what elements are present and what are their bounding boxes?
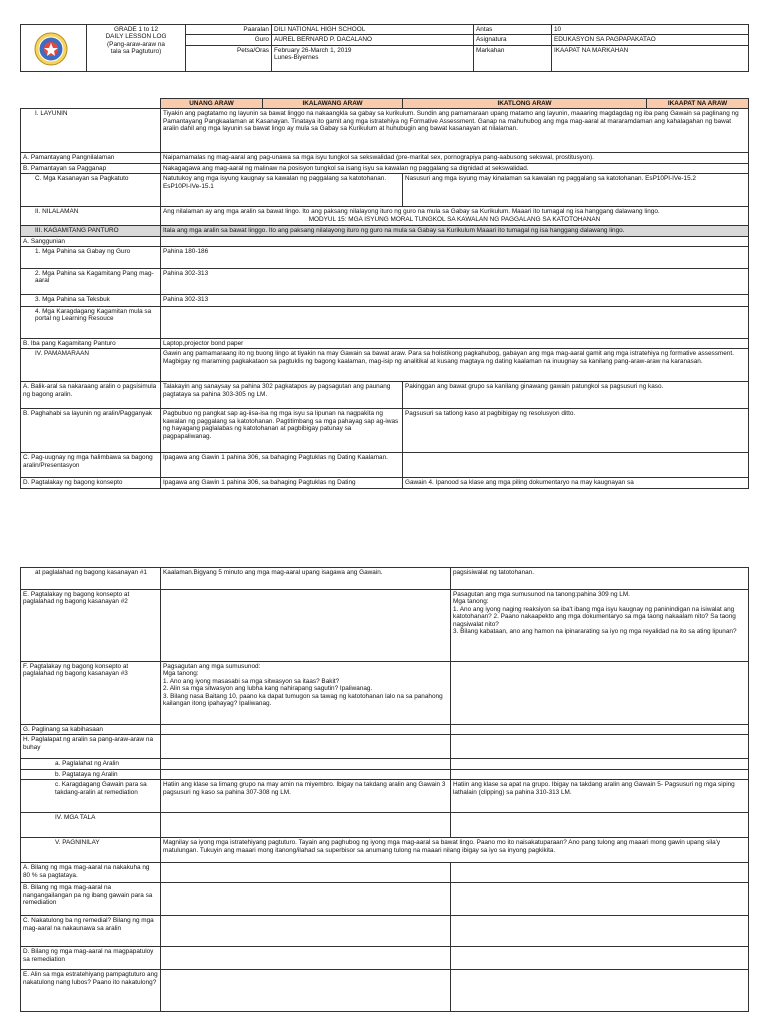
paglalapat-empty-2 bbox=[451, 735, 749, 759]
reflection-a-empty-1 bbox=[161, 863, 451, 883]
pagtalakay-d-text-1: Ipagawa ang Gawin 1 pahina 306, sa bahaging Pagtuklas ng Dating bbox=[161, 478, 403, 488]
reflection-e-empty-2 bbox=[451, 970, 749, 1012]
paaralan-label: Paaralan bbox=[186, 25, 272, 35]
header-table bbox=[20, 24, 749, 72]
antas-label: Antas bbox=[474, 25, 552, 35]
pagtalakay-d-cont-label: at paglalahad ng bagong kasanayan #1 bbox=[21, 568, 161, 590]
day-3-header: IKATLONG ARAW bbox=[403, 99, 647, 109]
mga-tala-label: IV. MGA TALA bbox=[21, 813, 161, 838]
markahan-value: IKAAPAT NA MARKAHAN bbox=[552, 45, 749, 71]
petsa-label: Petsa/Oras bbox=[186, 45, 272, 71]
antas-value: 10 bbox=[552, 25, 749, 35]
guro-value: AUREL BERNARD P. DACALANO bbox=[272, 35, 474, 45]
lesson-log-table-page2 bbox=[20, 567, 749, 1012]
paghahabi-text-1: Pagbubuo ng pangkat sap ag-iisa-isa ng mga isyu sa lipunan na nagpakita ng kawalan ng paggalang sa katotohanan. Pagtitimbang sa mga pahayag sap ag-iwas ng hayagang paglalabas ng katotohanan at pagbibigay patunay sa pagpapaliwanag. bbox=[161, 409, 403, 453]
reflection-a-label: A. Bilang ng mga mag-aaral na nakakuha ng 80 % sa pagtataya. bbox=[21, 863, 161, 883]
day-4-header bbox=[647, 99, 749, 109]
teksbuk-value: Pahina 302-313 bbox=[161, 295, 749, 307]
gabay-guro-value: Pahina 180-186 bbox=[161, 247, 749, 269]
pamantayan-pagganap-text: Nakagagawa ang mag-aaral ng malinaw na posisyon tungkol sa isang isyu sa kawalan ng paggalang sa dignidad at sekswalidad. bbox=[161, 163, 749, 173]
balik-aral-text-2: Pakinggan ang bawat grupo sa kanilang ginawang gawain patungkol sa pagsusuri ng kaso. bbox=[403, 382, 749, 409]
log-title: DAILY LESSON LOG bbox=[105, 33, 167, 41]
nilalaman-text: Ang nilalaman ay ang mga aralin sa bawat lingo. Ito ang paksang nilalayong ituro ng guro na mula sa Gabay sa Kurikulum. Maaari ito tumagal ng isa hanggang dalawang lingo. bbox=[163, 208, 660, 216]
reflection-a-empty-2 bbox=[451, 863, 749, 883]
gabay-guro-label: 1. Mga Pahina sa Gabay ng Guro bbox=[21, 247, 161, 269]
day-4-label: IKAAPAT NA ARAW bbox=[667, 100, 728, 107]
asignatura-label: Asignatura bbox=[474, 35, 552, 45]
pagtalakay-f-label: F. Pagtalakay ng bagong konsepto at paglalahad ng bagong kasanayan #3 bbox=[21, 662, 161, 725]
reflection-c-label: C. Nakatulong ba ng remedial? Bilang ng mga mag-aaral na nakaunawa sa aralin bbox=[21, 916, 161, 947]
pagtalakay-e-empty bbox=[161, 590, 451, 662]
reflection-c-empty-1 bbox=[161, 916, 451, 947]
pamantayan-pagganap-label: B. Pamantayan sa Pagganap bbox=[21, 163, 161, 173]
pagtalakay-f-text: Pagsagutan ang mga sumusunod: Mga tanong: 1. Ano ang iyong masasabi sa mga sitwasyon sa itaas? Bakit? 2. Alin sa mga sitwasyon ang lubha kang nahirapang sagutin? Ipaliwanag. 3. Bilang nasa Baitang 10, paano ka dapat tumugon sa tawag ng katotohanan lalo na sa panahong kailangan itong ipahayag? Ipaliwanag. bbox=[161, 662, 451, 725]
kagamitang-panturo-text: Itala ang mga aralin sa bawat linggo. Ito ang paksang nilalayong ituro ng guro na mula sa Gabay sa Kurikulum Maaari ito tumagal ng isa hanggang dalawang lingo. bbox=[161, 226, 749, 236]
day-2-header: IKALAWANG ARAW bbox=[263, 99, 403, 109]
petsa-days: Lunes-Biyernes bbox=[274, 54, 319, 62]
pamantayang-pangnilalaman-label: A. Pamantayang Pangnilalaman bbox=[21, 153, 161, 163]
kagamitang-mag-aaral-value: Pahina 302-313 bbox=[161, 269, 749, 295]
paaralan-value: DILI NATIONAL HIGH SCHOOL bbox=[272, 25, 474, 35]
paglalahat-empty-1 bbox=[161, 759, 451, 769]
pagtalakay-d-cont-text-2: pagsisiwalat ng tatotohanan. bbox=[451, 568, 749, 590]
pamantayang-pangnilalaman-text: Naipamamalas ng mag-aaral ang pag-unawa sa mga isyu tungkol sa sekswalidad (pre-marital sex, pornograpiya pang-aabusong sekswal, prostitusyon). bbox=[161, 153, 749, 163]
karagdagang-gawain-label: c. Karagdagang Gawain para sa takdang-aralin at remediation bbox=[21, 780, 161, 813]
pagninilay-text: Magnilay sa iyong mga istratehiyang pagtuturo. Tayain ang paghubog ng iyong mga mag-aaral sa bawat lingo. Paano mo ito naisakatuparaan? Ano pang tulong ang maaari mong gawin upang sila'y matulungan. Tukuyin ang maaari mong itanong/ilahad sa superbisor sa anumang tulong na maaari nilang ibigay sa iyo sa inyong pagkikita. bbox=[161, 838, 749, 863]
karagdagang-kagamitan-label: 4. Mga Karagdagang Kagamitan mula sa portal ng Learning Resouce bbox=[21, 307, 161, 339]
pagtalakay-d-cont-text-1: Kaalaman.Bigyang 5 minuto ang mga mag-aaral upang isagawa ang Gawain. bbox=[161, 568, 451, 590]
log-subtitle-2: tala sa Pagtuturo) bbox=[110, 48, 162, 56]
reflection-d-label: D. Bilang ng mga mag-aaral na magpapatuloy sa remediation bbox=[21, 947, 161, 970]
karagdagang-kagamitan-value bbox=[161, 307, 749, 339]
reflection-b-empty-2 bbox=[451, 883, 749, 916]
pagninilay-label: V. PAGNINILAY bbox=[21, 838, 161, 863]
pagtataya-empty-1 bbox=[161, 769, 451, 779]
pagtalakay-d-label: D. Pagtalakay ng bagong konsepto bbox=[21, 478, 161, 488]
markahan-label: Markahan bbox=[474, 45, 552, 71]
paglalapat-label: H. Paglalapat ng aralin sa pang-araw-araw na buhay bbox=[21, 735, 161, 759]
paglalahat-label: a. Paglalahat ng Aralin bbox=[21, 759, 161, 769]
iba-kagamitan-label: B. Iba pang Kagamitang Panturo bbox=[21, 339, 161, 349]
modyul-title: MODYUL 15: MGA ISYUNG MORAL TUNGKOL SA KAWALAN NG PAGGALANG SA KATOTOHANAN bbox=[308, 215, 601, 223]
paghahabi-text-2: Pagsusuri sa tatlong kaso at pagbibigay ng resolusyon ditto. bbox=[403, 409, 749, 453]
guro-label: Guro bbox=[186, 35, 272, 45]
reflection-c-empty-2 bbox=[451, 916, 749, 947]
balik-aral-label: A. Balik-aral sa nakaraang aralin o pagsisimula ng bagong aralin. bbox=[21, 382, 161, 409]
kasanayan-label: C. Mga Kasanayan sa Pagkatuto bbox=[21, 174, 161, 207]
paglinang-label: G. Paglinang sa kabihasaan bbox=[21, 725, 161, 735]
layunin-label: I. LAYUNIN bbox=[21, 109, 161, 153]
lesson-log-table-page1 bbox=[20, 98, 749, 489]
pag-uugnay-empty bbox=[403, 453, 749, 478]
asignatura-value: EDUKASYON SA PAGPAPAKATAO bbox=[552, 35, 749, 45]
mga-tala-empty-2 bbox=[451, 813, 749, 838]
pagtataya-label: b. Pagtataya ng Aralin bbox=[21, 769, 161, 779]
teksbuk-label: 3. Mga Pahina sa Teksbuk bbox=[21, 295, 161, 307]
paglinang-empty-1 bbox=[161, 725, 451, 735]
reflection-e-empty-1 bbox=[161, 970, 451, 1012]
nilalaman-label: II. NILALAMAN bbox=[21, 207, 161, 226]
reflection-e-label: E. Alin sa mga estratehiyang pampagtuturo ang nakatulong nang lubos? Paano ito nakatulong? bbox=[21, 970, 161, 1012]
kagamitang-panturo-label: III. KAGAMITANG PANTURO bbox=[21, 226, 161, 236]
kasanayan-text-2: Nasusuri ang mga isyung may kinalaman sa kawalan ng paggalang sa katotohanan. EsP10PI-IVe-15.2 bbox=[403, 174, 749, 207]
layunin-text: Tiyakin ang pagtatamo ng layunin sa bawat linggo na nakaangkla sa gabay sa kurikulum. Sundin ang pamamaraan upang matamo ang layunin, maaaring magdagdag ng iba pang Gawain sa paglinang ng Pamantayang Pangkaalaman at Kasanayan. Tinataya ito gamit ang mga istratehiya ng Formative Assessment. Ganap na mahuhubog ang mga mag-aaral at mararamdaman ang kahalagahan ng bawat aralin dahil ang mga layunin sa bawat lingo ay mula sa Gabay sa Kurikulum at huhubugin ang bawat kasanayan at nilalaman. bbox=[161, 109, 749, 153]
pag-uugnay-text: Ipagawa ang Gawin 1 pahina 306, sa bahaging Pagtuklas ng Dating Kaalaman. bbox=[161, 453, 403, 478]
iba-kagamitan-value: Laptop,projector bond paper bbox=[161, 339, 749, 349]
petsa-value bbox=[272, 45, 474, 71]
grade-range: GRADE 1 to 12 bbox=[113, 26, 159, 33]
pagtalakay-f-empty bbox=[451, 662, 749, 725]
log-title-cell bbox=[87, 25, 186, 72]
log-subtitle-1: (Pang-araw-araw na bbox=[107, 40, 165, 48]
pamamaraan-text: Gawin ang pamamaraang ito ng buong lingo at tiyakin na may Gawain sa bawat araw. Para sa holistikong pagkahubog, gabayan ang mga mag-aaral gamit ang mga istratehiya ng formative assessment. Magbigay ng maraming pagkakataon sa pagtuklis ng bagong kaalaman, mag-isip ng analitikal at kusang magtaya ng dating kaalaman na inuugnay sa kanilang pang-araw-araw na karanasan. bbox=[161, 349, 749, 382]
karagdagang-gawain-text-1: Hatiin ang klase sa limang grupo na may amin na miyembro. Ibigay na takdang aralin ang Gawain 3 pagsusuri ng kaso sa pahina 307-308 ng LM. bbox=[161, 780, 451, 813]
day-1-header: UNANG ARAW bbox=[161, 99, 263, 109]
reflection-d-empty-1 bbox=[161, 947, 451, 970]
logo-cell bbox=[21, 25, 87, 72]
sanggunian-empty bbox=[161, 236, 749, 246]
karagdagang-gawain-text-2: Hatiin ang klase sa apat na grupo. Ibigay na takdang aralin ang Gawain 5- Pagsusuri ng mga siping lathalain (clipping) sa pahina 310-313 LM. bbox=[451, 780, 749, 813]
kasanayan-text-1: Natutukoy ang mga isyung kaugnay sa kawalan ng paggalang sa katotohanan. EsP10PI-IVe-15.1 bbox=[161, 174, 403, 207]
pag-uugnay-label: C. Pag-uugnay ng mga halimbawa sa bagong aralin/Presentasyon bbox=[21, 453, 161, 478]
nilalaman-cell bbox=[161, 207, 749, 226]
mga-tala-empty-1 bbox=[161, 813, 451, 838]
days-corner bbox=[21, 99, 161, 109]
reflection-b-label: B. Bilang ng mga mag-aaral na nangangailangan pa ng ibang gawain para sa remediation bbox=[21, 883, 161, 916]
pagtalakay-e-label: E. Pagtalakay ng bagong konsepto at paglalahad ng bagong kasanayan #2 bbox=[21, 590, 161, 662]
sanggunian-label: A. Sanggunian bbox=[21, 236, 161, 246]
kagamitang-mag-aaral-label: 2. Mga Pahina sa Kagamitang Pang mag-aaral bbox=[21, 269, 161, 295]
pagtalakay-d-text-2: Gawain 4. Ipanood sa klase ang mga piling dokumentaryo na may kaugnayan sa bbox=[403, 478, 749, 488]
paglinang-empty-2 bbox=[451, 725, 749, 735]
reflection-b-empty-1 bbox=[161, 883, 451, 916]
pagtalakay-e-text: Pasagutan ang mga sumusunod na tanong:pahina 309 ng LM. Mga tanong: 1. Ano ang iyong naging reaksiyon sa iba't ibang mga isyu kaugnay ng paninindigan na isiwalat ang katotohanan? 2. Paano nakaapekto ang mga dokumentaryo sa mga taong nakaalam nito? Sa taong nagsiwalat nito? 3. Bilang kabataan, ano ang hamon na ipinararating sa iyo ng mga reyalidad na ito sa ating lipunan? bbox=[451, 590, 749, 662]
paghahabi-label: B. Paghahabi sa layunin ng aralin/Pagganyak bbox=[21, 409, 161, 453]
balik-aral-text-1: Talakayin ang sanaysay sa pahina 302 pagkatapos ay pagsagutan ang paunang pagtataya sa pahina 303-305 ng LM. bbox=[161, 382, 403, 409]
paglalapat-empty-1 bbox=[161, 735, 451, 759]
pagtataya-empty-2 bbox=[451, 769, 749, 779]
petsa-dates: February 26-March 1, 2019 bbox=[274, 46, 352, 54]
reflection-d-empty-2 bbox=[451, 947, 749, 970]
pamamaraan-label: IV. PAMAMARAAN bbox=[21, 349, 161, 382]
paglalahat-empty-2 bbox=[451, 759, 749, 769]
